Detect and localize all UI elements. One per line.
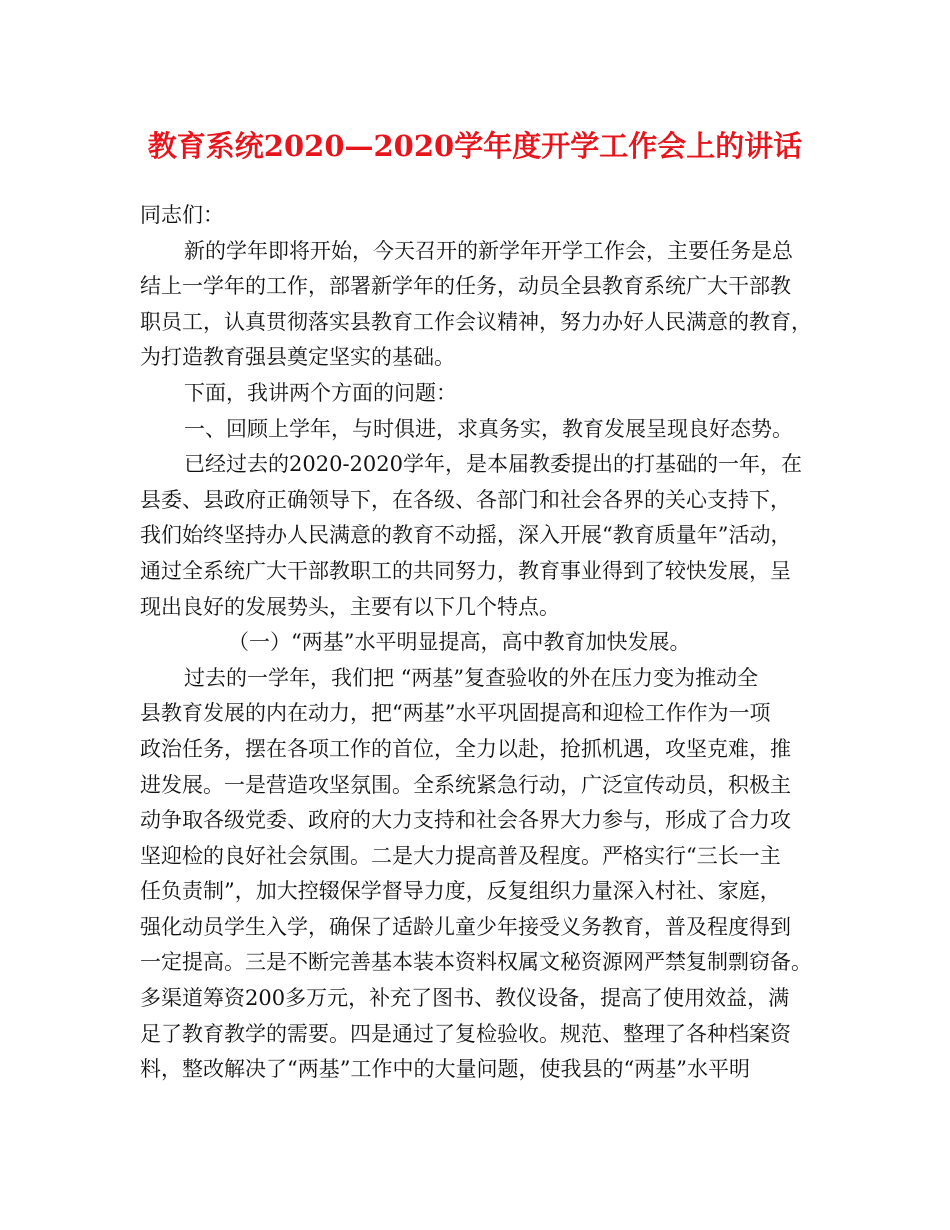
text-line: 进发展。一是营造攻坚氛围。全系统紧急行动，广泛宣传动员，积极主	[140, 772, 791, 797]
text-line: 现出良好的发展势头，主要有以下几个特点。	[140, 594, 560, 619]
text-line: 结上一学年的工作，部署新学年的任务，动员全县教育系统广大干部教	[140, 274, 791, 299]
text-line: 强化动员学生入学，确保了适龄儿童少年接受义务教育，普及程度得到	[140, 914, 791, 939]
text-line: 料，整改解决了“两基”工作中的大量问题，使我县的“两基”水平明	[140, 1057, 750, 1082]
text-line: 为打造教育强县奠定坚实的基础。	[140, 345, 455, 370]
text-line: 同志们：	[140, 203, 224, 227]
text-line: 坚迎检的良好社会氛围。二是大力提高普及程度。严格实行“三长一主	[140, 843, 781, 868]
text-line: 我们始终坚持办人民满意的教育不动摇，深入开展“教育质量年”活动，	[140, 523, 792, 548]
text-line: （一）“两基”水平明显提高，高中教育加快发展。	[228, 630, 691, 655]
text-line: 已经过去的2020-2020学年，是本届教委提出的打基础的一年，在	[184, 452, 802, 477]
text-line: 政治任务，摆在各项工作的首位，全力以赴，抢抓机遇，攻坚克难，推	[140, 736, 791, 761]
text-line: 任负责制”，加大控辍保学督导力度，反复组织力量深入村社、家庭，	[140, 879, 781, 904]
document-body	[140, 198, 820, 1088]
document-title: 教育系统2020—2020学年度开学工作会上的讲话	[147, 129, 803, 163]
text-line: 多渠道筹资200多万元，补充了图书、教仪设备，提高了使用效益，满	[140, 986, 790, 1011]
text-line: 一、回顾上学年，与时俱进，求真务实，教育发展呈现良好态势。	[184, 416, 793, 441]
text-line: 过去的一学年，我们把 “两基”复查验收的外在压力变为推动全	[184, 665, 759, 690]
text-line: 一定提高。三是不断完善基本装本资料权属文秘资源网严禁复制剽窃备。	[140, 950, 812, 975]
text-line: 新的学年即将开始，今天召开的新学年开学工作会，主要任务是总	[184, 238, 793, 263]
text-line: 县委、县政府正确领导下，在各级、各部门和社会各界的关心支持下，	[140, 487, 791, 512]
text-line: 通过全系统广大干部教职工的共同努力，教育事业得到了较快发展，呈	[140, 558, 791, 583]
text-line: 县教育发展的内在动力，把“两基”水平巩固提高和迎检工作作为一项	[140, 701, 771, 726]
text-line: 下面，我讲两个方面的问题：	[184, 380, 457, 405]
text-line: 动争取各级党委、政府的大力支持和社会各界大力参与，形成了合力攻	[140, 808, 791, 833]
text-line: 足了教育教学的需要。四是通过了复检验收。规范、整理了各种档案资	[140, 1021, 791, 1046]
text-line: 职员工，认真贯彻落实县教育工作会议精神，努力办好人民满意的教育，	[140, 309, 812, 334]
